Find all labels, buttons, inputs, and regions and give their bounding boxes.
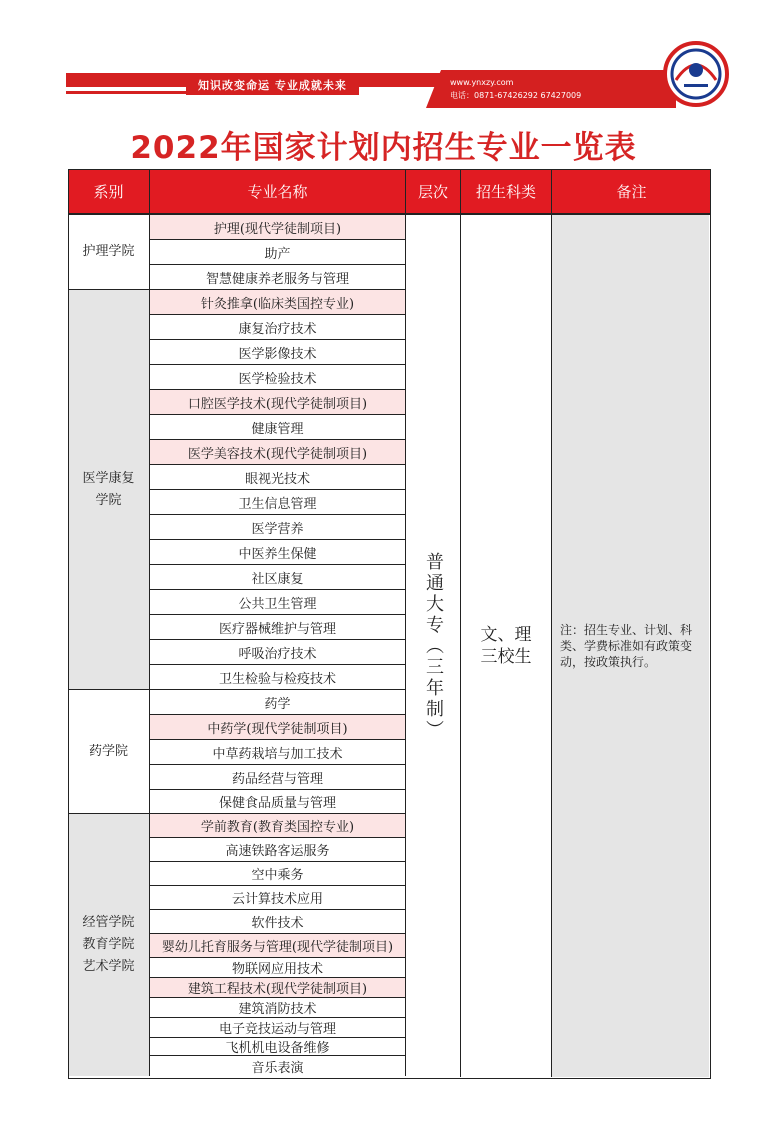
page-title: 2022年国家计划内招生专业一览表 [130,130,637,166]
school-logo-icon [662,40,730,108]
table-row: 学前教育(教育类国控专业) [150,814,406,838]
level-cell [406,215,461,1077]
table-row: 中药学(现代学徒制项目) [150,715,406,740]
note-cell [552,215,709,1077]
table-row: 呼吸治疗技术 [150,640,406,665]
table-row: 智慧健康养老服务与管理 [150,265,406,290]
table-row: 药学 [150,690,406,715]
department-name: 医学康复 [82,470,135,486]
header-level: 层次 [406,169,461,213]
department-name: 学院 [95,492,122,508]
level-text: 普通大专（三年制） [423,551,444,741]
header-department: 系别 [68,169,150,213]
table-row: 医学检验技术 [150,365,406,390]
department-name: 药学院 [88,743,128,759]
table-row: 针灸推拿(临床类国控专业) [150,290,406,315]
subject-cell [461,215,552,1077]
table-row: 医疗器械维护与管理 [150,615,406,640]
phone-text: 电话：0871-67426292 67427009 [450,91,582,100]
enrollment-table [68,169,711,1079]
table-row: 保健食品质量与管理 [150,790,406,814]
table-row: 飞机机电设备维修 [150,1038,406,1056]
website-text: www.ynxzy.com [450,78,514,87]
department-name: 教育学院 [82,937,135,952]
table-row: 云计算技术应用 [150,886,406,910]
slogan: 知识改变命运 专业成就未来 [186,77,359,95]
department-cell [68,690,150,814]
table-row: 公共卫生管理 [150,590,406,615]
department-name: 艺术学院 [82,959,135,974]
subject-line: 三校生 [480,647,532,667]
table-row: 中医养生保健 [150,540,406,565]
table-row: 健康管理 [150,415,406,440]
table-row: 音乐表演 [150,1056,406,1076]
table-row: 助产 [150,240,406,265]
header-subject: 招生科类 [461,169,552,213]
table-row: 建筑工程技术(现代学徒制项目) [150,978,406,998]
department-cell [68,290,150,690]
table-row: 电子竞技运动与管理 [150,1018,406,1038]
table-row: 软件技术 [150,910,406,934]
table-row: 口腔医学技术(现代学徒制项目) [150,390,406,415]
table-row: 社区康复 [150,565,406,590]
table-row: 医学营养 [150,515,406,540]
department-cell [68,814,150,1076]
table-row: 眼视光技术 [150,465,406,490]
header-note: 备注 [552,169,711,213]
table-row: 卫生检验与检疫技术 [150,665,406,690]
table-row: 空中乘务 [150,862,406,886]
note-text: 注：招生专业、计划、科类、学费标准如有政策变动，按政策执行。 [560,623,693,669]
table-row: 卫生信息管理 [150,490,406,515]
subject-line: 文、理 [480,625,532,645]
table-row: 物联网应用技术 [150,958,406,978]
table-row: 药品经营与管理 [150,765,406,790]
table-row: 康复治疗技术 [150,315,406,340]
header-major: 专业名称 [150,169,406,213]
table-row: 高速铁路客运服务 [150,838,406,862]
table-row: 医学影像技术 [150,340,406,365]
banner-bar-right [426,70,676,108]
department-name: 护理学院 [82,244,135,259]
table-row: 护理(现代学徒制项目) [150,215,406,240]
department-name: 经管学院 [82,915,135,930]
table-row: 婴幼儿托育服务与管理(现代学徒制项目) [150,934,406,958]
department-cell [68,215,150,290]
table-row: 中草药栽培与加工技术 [150,740,406,765]
header-banner [66,70,711,112]
table-row: 医学美容技术(现代学徒制项目) [150,440,406,465]
table-row: 建筑消防技术 [150,998,406,1018]
